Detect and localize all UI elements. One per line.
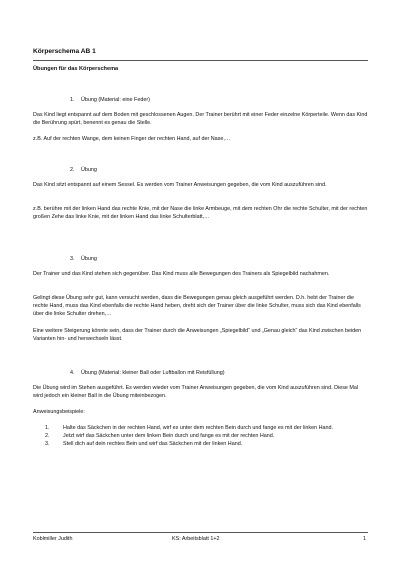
exercise-3-paragraph-2: Gelingt diese Übung sehr gut, kann versucht werden, dass die Bewegungen genau gleich ausgeführt werden. D.h. hebt der Trainer die rechte Hand, muss das Kind ebenfalls die rechte Hand heben, dreht sich der Trainer über die linke Schulter, muss sich das Kind ebenfalls über die linke Schulter drehen,…	[33, 295, 361, 317]
footer-page-number: 1	[363, 536, 366, 542]
exercise-1-heading	[70, 96, 150, 104]
exercise-heading-text: Übung	[81, 256, 97, 262]
exercise-3-paragraph-1: Der Trainer und das Kind stehen sich gegenüber. Das Kind muss alle Bewegungen des Trainers als Spiegelbild nachahmen.	[33, 271, 330, 277]
exercise-3-paragraph-3: Eine weitere Steigerung könnte sein, dass der Trainer durch die Anweisungen „Spiegelbild“ und „Genau gleich“ das Kind zwischen beiden Varianten hin- und herwechseln lässt.	[33, 328, 362, 342]
footer-divider	[33, 532, 368, 533]
exercise-number: 1.	[70, 97, 75, 103]
list-item	[45, 424, 365, 432]
exercise-4-paragraph: Die Übung wird im Stehen ausgeführt. Es werden wieder vom Trainer Anweisungen gegeben, die vom Kind auszuführen sind. Diese Mal wird jedoch ein kleiner Ball in die Übung miteinbezogen.	[33, 385, 359, 399]
exercise-4-examples-label: Anweisungsbeispiele:	[33, 409, 85, 415]
list-item	[45, 440, 365, 448]
exercise-number: 3.	[70, 256, 75, 262]
instruction-examples-list	[45, 424, 365, 448]
section-subtitle: Übungen für das Körperschema	[33, 66, 119, 72]
exercise-2-paragraph: Das Kind sitzt entspannt auf einem Sessel. Es werden vom Trainer Anweisungen gegeben, die vom Kind auszuführen sind.	[33, 182, 327, 188]
list-item-number: 2.	[45, 433, 50, 439]
exercise-heading-text: Übung (Material: kleiner Ball oder Luftballon mit Reisfüllung)	[81, 370, 225, 376]
exercise-2-example: z.B. berühre mit der linken Hand das rechte Knie, mit der Nase die linke Armbeuge, mit dem rechten Ohr die rechte Schulter, mit der rechten großen Zehe das linke Knie, mit der linken Hand das linke Schulterblatt,…	[33, 206, 368, 220]
exercise-2-heading	[70, 166, 97, 174]
list-item-text: Stell dich auf dein rechtes Bein und wirf das Säckchen mit der linken Hand.	[63, 441, 243, 447]
exercise-heading-text: Übung	[81, 167, 97, 173]
exercise-heading-text: Übung (Material: eine Feder)	[81, 97, 150, 103]
list-item-text: Jetzt wirf das Säckchen unter dem linken Bein durch und fange es mit der rechten Hand.	[63, 433, 275, 439]
footer-center: KS: Arbeitsblatt 1+2	[172, 536, 220, 542]
exercise-4-heading	[70, 369, 225, 377]
list-item	[45, 432, 365, 440]
list-item-number: 1.	[45, 425, 50, 431]
title-divider	[33, 60, 368, 61]
page-title: Körperschema AB 1	[33, 48, 96, 55]
exercise-1-paragraph: Das Kind liegt entspannt auf dem Boden mit geschlossenen Augen. Der Trainer berührt mit einer Feder einzelne Körperteile. Wenn das Kind die Berührung spürt, benennt es genau die Stelle.	[33, 112, 368, 126]
exercise-number: 4.	[70, 370, 75, 376]
list-item-text: Halte das Säckchen in der rechten Hand, wirf es unter dem rechten Bein durch und fange es mit der linken Hand.	[63, 425, 333, 431]
footer-author: Koblmiller Judith	[33, 536, 73, 542]
exercise-1-example: z.B. Auf der rechten Wange, dem keinen Finger der rechten Hand, auf der Nase,…	[33, 136, 231, 142]
exercise-number: 2.	[70, 167, 75, 173]
exercise-3-heading	[70, 255, 97, 263]
list-item-number: 3.	[45, 441, 50, 447]
